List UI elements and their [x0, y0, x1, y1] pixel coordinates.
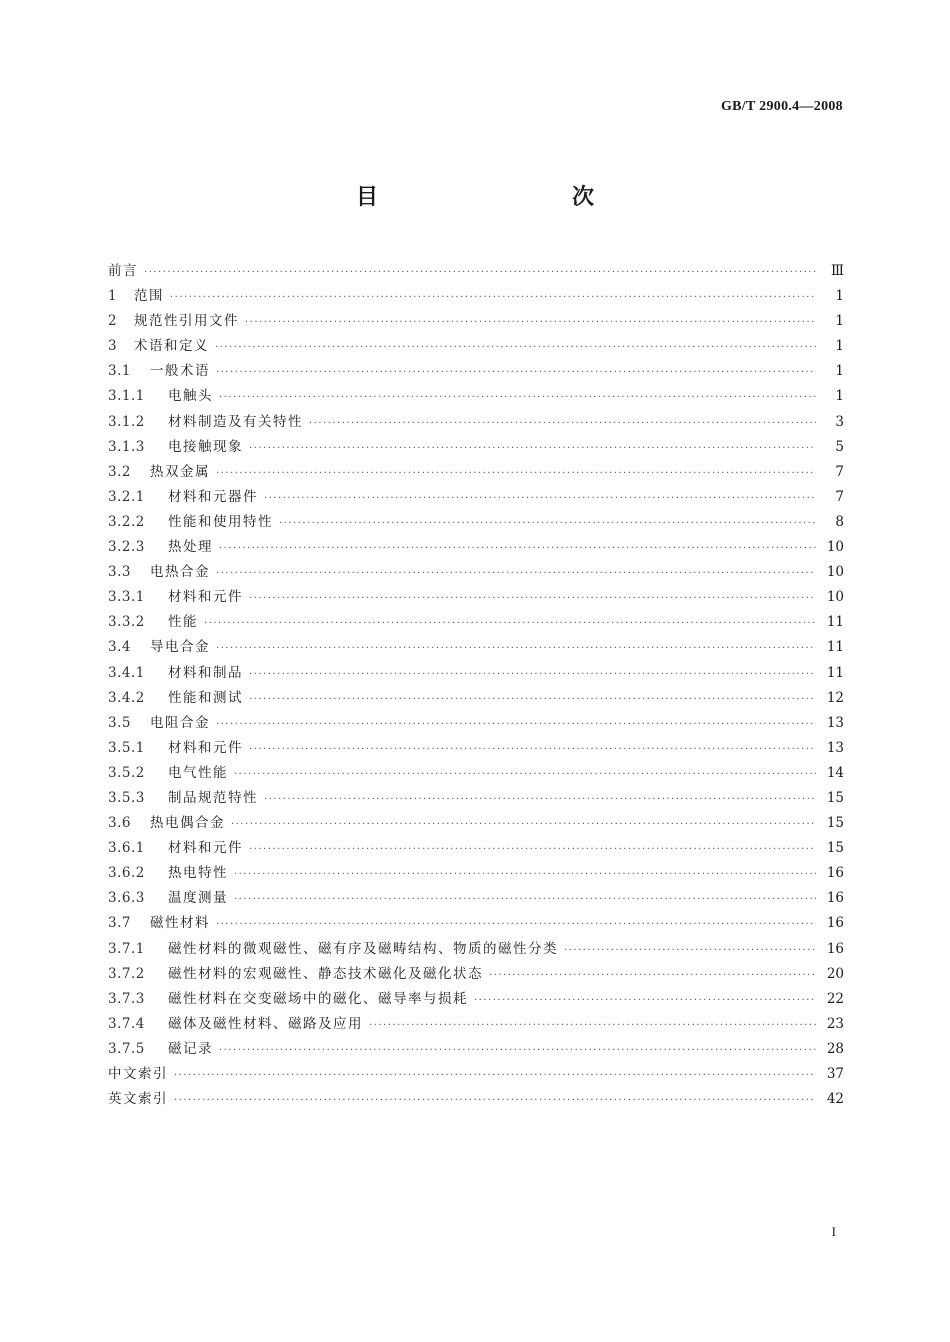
toc-entry-title: 英文索引 [108, 1091, 168, 1108]
toc-leader-dots [170, 285, 816, 310]
toc-entry-number: 3.6 [108, 815, 131, 832]
toc-leader-dots [216, 461, 816, 486]
toc-entry-page: 15 [826, 840, 844, 857]
footer-page-number: I [831, 1224, 836, 1239]
toc-entry-number: 3.5 [108, 714, 131, 731]
toc-entry-title: 材料和元器件 [168, 488, 258, 505]
toc-leader-dots [216, 360, 816, 385]
toc-entry-title: 磁性材料在交变磁场中的磁化、磁导率与损耗 [168, 990, 468, 1007]
toc-entry-number: 3.4.1 [108, 664, 145, 681]
toc-entry-page: 8 [835, 513, 844, 530]
toc-entry-page: 16 [826, 915, 844, 932]
toc-entry[interactable] [108, 911, 844, 936]
toc-entry-title: 磁性材料的微观磁性、磁有序及磁畴结构、物质的磁性分类 [168, 940, 558, 957]
toc-entry-page: 7 [835, 488, 844, 505]
toc-entry-page: 42 [826, 1091, 844, 1108]
toc-entry-number: 3.7.5 [108, 1040, 145, 1057]
toc-entry-title: 中文索引 [108, 1066, 168, 1082]
toc-entry[interactable] [108, 334, 844, 359]
toc-entry-page: 1 [835, 388, 844, 405]
toc-entry[interactable] [108, 435, 844, 460]
toc-entry-number: 3.3.2 [108, 614, 145, 631]
toc-entry-number: 3.4.2 [108, 689, 145, 706]
toc-entry-number: 3.7.3 [108, 990, 145, 1007]
toc-leader-dots [249, 737, 816, 762]
toc-entry-number: 3.2 [108, 463, 131, 480]
toc-entry-number: 3.5.2 [108, 764, 145, 781]
toc-leader-dots [234, 862, 816, 887]
toc-entry-page: 10 [826, 539, 844, 556]
toc-entry[interactable] [108, 284, 844, 309]
toc-entry-number: 3.6.1 [108, 840, 145, 857]
toc-entry[interactable] [108, 786, 844, 811]
toc-entry-title: 电气性能 [168, 764, 228, 781]
toc-entry-title: 一般术语 [150, 363, 210, 380]
toc-leader-dots [264, 787, 816, 812]
toc-entry-title: 磁性材料的宏观磁性、静态技术磁化及磁化状态 [168, 965, 483, 982]
toc-entry-page: 37 [826, 1066, 844, 1082]
toc-entry-page: 13 [826, 714, 844, 731]
toc-entry[interactable] [108, 861, 844, 886]
table-of-contents [108, 259, 844, 1112]
standard-code: GB/T 2900.4—2008 [720, 99, 843, 114]
toc-entry-page: 1 [835, 338, 844, 355]
toc-entry[interactable] [108, 384, 844, 409]
toc-entry[interactable] [108, 962, 844, 987]
toc-entry-title: 性能 [168, 614, 198, 631]
toc-entry-page: 5 [835, 438, 844, 455]
toc-entry-title: 电接触现象 [168, 438, 243, 455]
toc-entry-title: 术语和定义 [134, 338, 209, 355]
toc-entry[interactable] [108, 886, 844, 911]
toc-leader-dots [216, 561, 816, 586]
toc-entry[interactable] [108, 711, 844, 736]
toc-entry-number: 3.3.1 [108, 589, 145, 606]
toc-entry-number: 3.7 [108, 915, 131, 932]
toc-entry-page: 11 [826, 614, 844, 631]
toc-entry-number: 3.3 [108, 564, 131, 581]
toc-entry[interactable] [108, 460, 844, 485]
toc-entry-page: 12 [826, 689, 844, 706]
toc-entry[interactable] [108, 937, 844, 962]
toc-entry-number: 3.7.2 [108, 965, 145, 982]
toc-entry[interactable] [108, 836, 844, 861]
toc-entry-number: 3.2.3 [108, 539, 145, 556]
toc-entry-number: 3.1 [108, 363, 131, 380]
toc-entry[interactable] [108, 736, 844, 761]
toc-entry[interactable] [108, 510, 844, 535]
toc-entry[interactable] [108, 1062, 844, 1087]
toc-leader-dots [245, 310, 816, 335]
toc-leader-dots [219, 385, 816, 410]
toc-entry-page: 16 [826, 940, 844, 957]
toc-entry[interactable] [108, 686, 844, 711]
toc-entry-title: 电热合金 [150, 564, 210, 581]
toc-leader-dots [204, 611, 816, 636]
toc-entry-number: 3.5.1 [108, 739, 145, 756]
toc-entry-page: 15 [826, 789, 844, 806]
toc-leader-dots [564, 938, 816, 963]
toc-entry-title: 导电合金 [150, 639, 210, 656]
toc-entry-page: 10 [826, 564, 844, 581]
toc-entry-title: 温度测量 [168, 890, 228, 907]
toc-entry-number: 3.2.2 [108, 513, 145, 530]
toc-leader-dots [215, 335, 816, 360]
toc-entry-title: 热电偶合金 [150, 815, 225, 832]
toc-entry-title: 性能和使用特性 [168, 513, 273, 530]
toc-entry-number: 3.7.1 [108, 940, 145, 957]
toc-leader-dots [234, 887, 816, 912]
toc-entry-page: 20 [826, 965, 844, 982]
toc-entry-number: 3.6.3 [108, 890, 145, 907]
toc-entry-page: 22 [826, 990, 844, 1007]
toc-entry-page: 11 [826, 639, 844, 656]
toc-entry-page: 1 [835, 288, 844, 305]
toc-entry[interactable] [108, 635, 844, 660]
toc-leader-dots [216, 912, 816, 937]
toc-leader-dots [249, 662, 816, 687]
toc-entry-title: 制品规范特性 [168, 789, 258, 806]
toc-entry-page: 10 [826, 589, 844, 606]
toc-entry-title: 范围 [134, 288, 164, 305]
toc-leader-dots [264, 486, 816, 511]
toc-entry-page: 14 [826, 764, 844, 781]
toc-leader-dots [249, 436, 816, 461]
toc-leader-dots [474, 988, 816, 1013]
toc-entry-title: 规范性引用文件 [134, 313, 239, 330]
toc-entry-page: 15 [826, 815, 844, 832]
toc-leader-dots [144, 260, 816, 285]
toc-entry-title: 材料和元件 [168, 840, 243, 857]
toc-leader-dots [249, 687, 816, 712]
toc-entry-number: 3.7.4 [108, 1015, 145, 1032]
toc-entry-number: 2 [108, 313, 118, 330]
toc-entry-title: 电阻合金 [150, 714, 210, 731]
toc-leader-dots [249, 837, 816, 862]
toc-entry[interactable] [108, 811, 844, 836]
toc-leader-dots [489, 963, 816, 988]
toc-entry-title: 电触头 [168, 388, 213, 405]
toc-entry-page: 1 [835, 313, 844, 330]
toc-entry-number: 3.1.2 [108, 413, 145, 430]
toc-entry-number: 3.1.1 [108, 388, 145, 405]
toc-entry-title: 前言 [108, 263, 138, 279]
toc-leader-dots [369, 1013, 816, 1038]
toc-entry[interactable] [108, 585, 844, 610]
toc-entry[interactable] [108, 259, 844, 284]
toc-leader-dots [309, 411, 816, 436]
toc-entry-page: 28 [826, 1040, 844, 1057]
toc-leader-dots [216, 636, 816, 661]
toc-entry-page: 11 [826, 664, 844, 681]
toc-entry-title: 材料和元件 [168, 739, 243, 756]
toc-entry-number: 3.1.3 [108, 438, 145, 455]
toc-entry-title: 热双金属 [150, 463, 210, 480]
toc-entry[interactable] [108, 535, 844, 560]
toc-entry-number: 3.4 [108, 639, 131, 656]
toc-entry-title: 热电特性 [168, 865, 228, 882]
toc-entry[interactable] [108, 309, 844, 334]
toc-entry-page: 16 [826, 890, 844, 907]
toc-entry-number: 3.6.2 [108, 865, 145, 882]
toc-entry-title: 材料和制品 [168, 664, 243, 681]
toc-leader-dots [249, 586, 816, 611]
toc-entry[interactable] [108, 1012, 844, 1037]
toc-entry[interactable] [108, 485, 844, 510]
toc-entry[interactable] [108, 560, 844, 585]
toc-leader-dots [216, 712, 816, 737]
toc-entry-page: 3 [835, 413, 844, 430]
toc-entry-number: 3 [108, 338, 118, 355]
toc-entry-title: 材料和元件 [168, 589, 243, 606]
toc-leader-dots [219, 536, 816, 561]
toc-leader-dots [279, 511, 816, 536]
toc-entry-page: Ⅲ [830, 263, 844, 279]
toc-leader-dots [174, 1063, 816, 1088]
toc-entry-number: 3.5.3 [108, 789, 145, 806]
toc-leader-dots [174, 1088, 816, 1113]
toc-leader-dots [219, 1038, 816, 1063]
toc-entry[interactable] [108, 661, 844, 686]
toc-entry-title: 磁体及磁性材料、磁路及应用 [168, 1015, 363, 1032]
toc-entry[interactable] [108, 761, 844, 786]
toc-entry-page: 16 [826, 865, 844, 882]
toc-entry-page: 1 [835, 363, 844, 380]
toc-entry-page: 23 [826, 1015, 844, 1032]
toc-entry-title: 热处理 [168, 539, 213, 556]
toc-entry[interactable] [108, 610, 844, 635]
toc-leader-dots [231, 812, 816, 837]
toc-entry-title: 材料制造及有关特性 [168, 413, 303, 430]
toc-entry-title: 磁性材料 [150, 915, 210, 932]
toc-entry[interactable] [108, 359, 844, 384]
toc-entry-page: 7 [835, 463, 844, 480]
toc-entry[interactable] [108, 987, 844, 1012]
toc-entry[interactable] [108, 1087, 844, 1112]
toc-entry[interactable] [108, 1037, 844, 1062]
toc-entry-title: 性能和测试 [168, 689, 243, 706]
toc-entry-page: 13 [826, 739, 844, 756]
toc-entry-number: 1 [108, 288, 118, 305]
page-title: 目 次 [355, 185, 644, 210]
toc-entry-title: 磁记录 [168, 1040, 213, 1057]
toc-leader-dots [234, 762, 816, 787]
toc-entry-number: 3.2.1 [108, 488, 145, 505]
toc-entry[interactable] [108, 410, 844, 435]
